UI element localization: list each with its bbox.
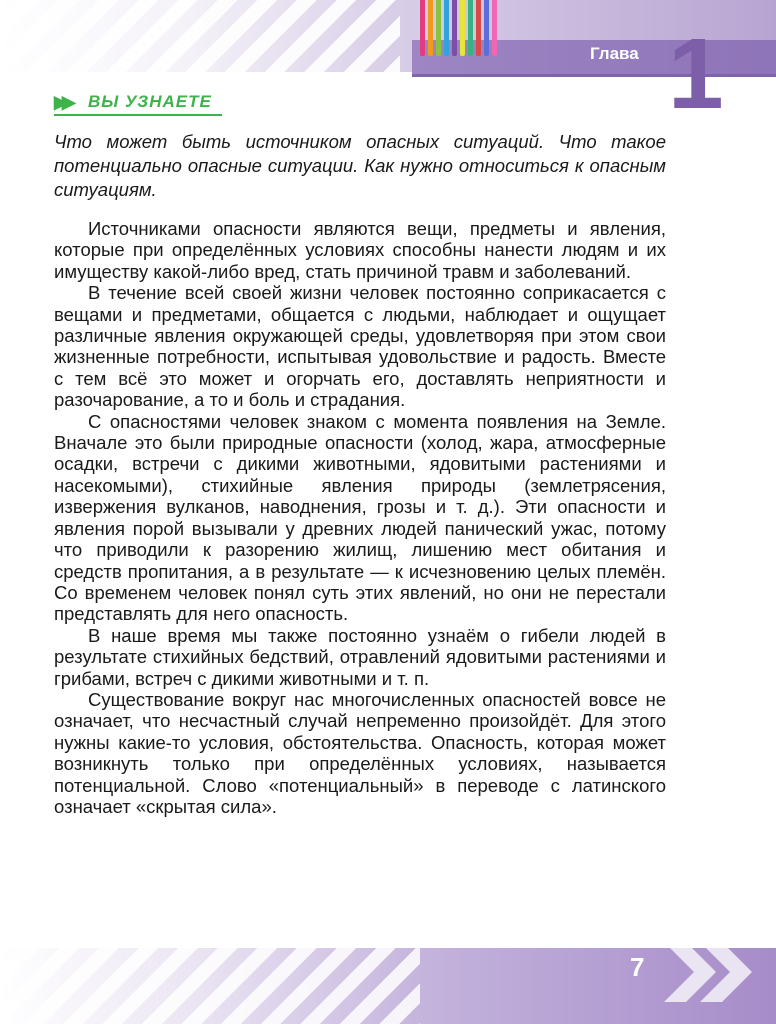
diagonal-stripes	[0, 0, 400, 72]
double-arrow-icon: ▶▶	[54, 92, 70, 112]
diagonal-stripes	[0, 948, 420, 1024]
pencil	[476, 0, 481, 56]
pencil	[492, 0, 497, 56]
paragraph: Источниками опасности являются вещи, предметы и явления, которые при определённых условиях способны нанести людям и их имуществу какой-либо вред, стать причиной травм и заболеваний.	[54, 218, 666, 282]
intro-text: Что может быть источником опасных ситуаций. Что такое потенциально опасные ситуации. Как нужно относиться к опасным ситуациям.	[54, 131, 666, 200]
main-text	[54, 218, 666, 817]
paragraph: Существование вокруг нас многочисленных опасностей вовсе не означает, что несчастный случай непременно произойдёт. Для этого нужны какие-то условия, обстоятельства. Опасность, которая может возникнуть только при определённых условиях, называется потенциальной. Слово «потенциальный» в переводе с латинского означает «скрытая сила».	[54, 688, 666, 817]
section-title: ВЫ УЗНАЕТЕ	[88, 92, 212, 111]
pencil	[420, 0, 425, 56]
chapter-label: Глава	[590, 44, 639, 63]
section-underline	[54, 114, 222, 116]
paragraph: В наше время мы также постоянно узнаём о гибели людей в результате стихийных бедствий, отравлений ядовитыми растениями и грибами, встреч с дикими животными и т. п.	[54, 624, 666, 689]
pencil	[468, 0, 473, 56]
paragraph: С опасностями человек знаком с момента появления на Земле. Вначале это были природные опасности (холод, жара, атмосферные осадки, встречи с дикими животными, ядовитыми растениями и насекомыми), стихийные явления природы (землетрясения, извержения вулканов, наводнения, грозы и т. д.). Эти опасности и явления порой вызывали у древних людей панический ужас, потому что приводили к разорению жилищ, лишению мест обитания и средств пропитания, а в результате — к исчезновению целых племён. Со временем человек понял суть этих явлений, но они не перестали представлять для него опасность.	[54, 410, 666, 625]
pencil	[436, 0, 441, 56]
pencil	[452, 0, 457, 56]
pencil	[484, 0, 489, 56]
chapter-number: 1	[668, 18, 724, 130]
double-chevron-right-icon	[660, 936, 756, 1008]
page-number: 7	[630, 952, 645, 982]
paragraph: В течение всей своей жизни человек постоянно соприкасается с вещами и предметами, общается с людьми, наблюдает и ощущает различные явления окружающей среды, удовлетворяя при этом свои жизненные потребности, испытывая удовольствие и радость. Вместе с тем всё это может и огорчать его, доставлять неприятности и разочарование, а то и боль и страдания.	[54, 282, 666, 411]
you-will-learn-header	[54, 90, 222, 116]
pencil	[460, 0, 465, 56]
pencil	[444, 0, 449, 56]
colored-pencils-graphic	[420, 0, 530, 56]
pencil	[428, 0, 433, 56]
